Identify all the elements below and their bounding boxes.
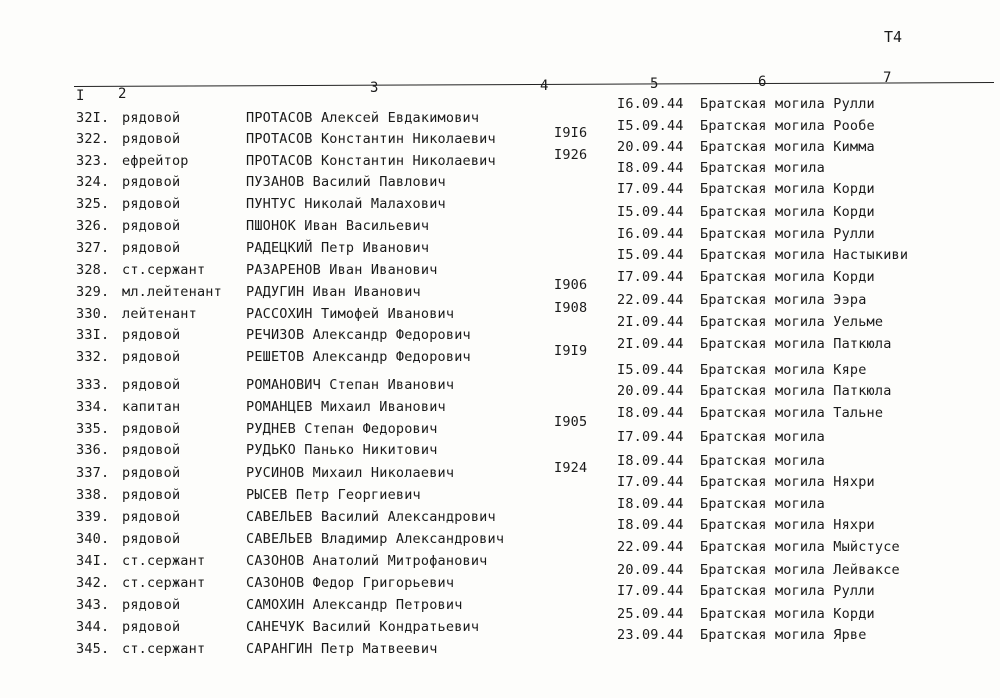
military-rank: лейтенант: [122, 306, 197, 322]
entry-number: 335.: [76, 421, 110, 437]
military-rank: рядовой: [122, 327, 181, 343]
entry-number: 337.: [76, 465, 110, 481]
entry-number: 327.: [76, 240, 110, 256]
death-date: I8.09.44: [617, 496, 684, 512]
full-name: РАДЕЦКИЙ Петр Иванович: [246, 240, 430, 256]
burial-place: Братская могила Паткюла: [700, 383, 892, 399]
full-name: РУСИНОВ Михаил Николаевич: [246, 465, 455, 481]
full-name: РОМАНОВИЧ Степан Иванович: [246, 377, 455, 393]
military-rank: ст.сержант: [122, 575, 206, 591]
death-date: 20.09.44: [617, 562, 684, 578]
full-name: РАДУГИН Иван Иванович: [246, 284, 421, 300]
burial-place: Братская могила Няхри: [700, 517, 875, 533]
full-name: ПШОНОК Иван Васильевич: [246, 218, 430, 234]
military-rank: ефрейтор: [122, 153, 189, 169]
military-rank: рядовой: [122, 509, 181, 525]
full-name: САНЕЧУК Василий Кондратьевич: [246, 619, 480, 635]
burial-place: Братская могила Рообе: [700, 118, 875, 134]
birth-year: I906: [554, 277, 588, 293]
military-rank: рядовой: [122, 349, 181, 365]
entry-number: 323.: [76, 153, 110, 169]
list-item: [0, 474, 1000, 507]
death-date: I8.09.44: [617, 517, 684, 533]
death-date: 22.09.44: [617, 292, 684, 308]
entry-number: 329.: [76, 284, 110, 300]
military-rank: рядовой: [122, 196, 181, 212]
full-name: РУДНЕВ Степан Федорович: [246, 421, 438, 437]
military-rank: рядовой: [122, 174, 181, 190]
death-date: I5.09.44: [617, 247, 684, 263]
full-name: РУДЬКО Панько Никитович: [246, 442, 438, 458]
full-name: ПРОТАСОВ Константин Николаевич: [246, 131, 496, 147]
entry-number: 332.: [76, 349, 110, 365]
full-name: САМОХИН Александр Петрович: [246, 597, 463, 613]
burial-place: Братская могила Рулли: [700, 226, 875, 242]
burial-place: Братская могила Корди: [700, 606, 875, 622]
military-rank: рядовой: [122, 110, 181, 126]
burial-place: Братская могила Корди: [700, 269, 875, 285]
death-date: I7.09.44: [617, 269, 684, 285]
burial-place: Братская могила Рулли: [700, 96, 875, 112]
death-date: 23.09.44: [617, 627, 684, 643]
death-date: 22.09.44: [617, 539, 684, 555]
entry-number: 336.: [76, 442, 110, 458]
birth-year: I905: [554, 414, 588, 430]
burial-place: Братская могила: [700, 160, 825, 176]
birth-year: I9I6: [554, 125, 588, 141]
military-rank: рядовой: [122, 465, 181, 481]
full-name: РЕШЕТОВ Александр Федорович: [246, 349, 471, 365]
burial-place: Братская могила: [700, 453, 825, 469]
birth-year: I924: [554, 460, 588, 476]
military-rank: рядовой: [122, 442, 181, 458]
death-date: I8.09.44: [617, 453, 684, 469]
burial-place: Братская могила: [700, 429, 825, 445]
full-name: ПУЗАНОВ Василий Павлович: [246, 174, 446, 190]
burial-place: Братская могила Ээра: [700, 292, 867, 308]
military-rank: рядовой: [122, 218, 181, 234]
burial-place: Братская могила Корди: [700, 204, 875, 220]
entry-number: 322.: [76, 131, 110, 147]
death-date: 25.09.44: [617, 606, 684, 622]
entry-number: 33I.: [76, 327, 110, 343]
burial-place: Братская могила Ярве: [700, 627, 867, 643]
column-header-2: 2: [118, 86, 127, 102]
military-rank: рядовой: [122, 421, 181, 437]
military-rank: капитан: [122, 399, 181, 415]
full-name: САЗОНОВ Федор Григорьевич: [246, 575, 455, 591]
death-date: 20.09.44: [617, 383, 684, 399]
military-rank: мл.лейтенант: [122, 284, 222, 300]
entry-number: 334.: [76, 399, 110, 415]
death-date: I7.09.44: [617, 181, 684, 197]
burial-place: Братская могила Мыйстусе: [700, 539, 900, 555]
page-number: Т4: [884, 28, 903, 46]
full-name: ПРОТАСОВ Константин Николаевич: [246, 153, 496, 169]
full-name: ПРОТАСОВ Алексей Евдакимович: [246, 110, 480, 126]
death-date: I5.09.44: [617, 118, 684, 134]
column-header-4: 4: [540, 78, 549, 94]
entry-number: 338.: [76, 487, 110, 503]
entry-number: 342.: [76, 575, 110, 591]
military-rank: ст.сержант: [122, 553, 206, 569]
column-header-7: 7: [883, 70, 892, 86]
full-name: САЗОНОВ Анатолий Митрофанович: [246, 553, 488, 569]
full-name: РЕЧИЗОВ Александр Федорович: [246, 327, 471, 343]
entry-number: 326.: [76, 218, 110, 234]
full-name: РОМАНЦЕВ Михаил Иванович: [246, 399, 446, 415]
burial-place: Братская могила Уельме: [700, 314, 884, 330]
burial-place: Братская могила Лейваксе: [700, 562, 900, 578]
column-header-5: 5: [650, 76, 659, 92]
entry-number: 340.: [76, 531, 110, 547]
entry-number: 324.: [76, 174, 110, 190]
military-rank: рядовой: [122, 531, 181, 547]
burial-place: Братская могила Няхри: [700, 474, 875, 490]
entry-number: 328.: [76, 262, 110, 278]
full-name: РАЗАРЕНОВ Иван Иванович: [246, 262, 438, 278]
birth-year: I9I9: [554, 343, 588, 359]
birth-year: I908: [554, 300, 588, 316]
burial-place: Братская могила Кяре: [700, 362, 867, 378]
burial-place: Братская могила Настыкиви: [700, 247, 909, 263]
entry-number: 330.: [76, 306, 110, 322]
full-name: САВЕЛЬЕВ Василий Александрович: [246, 509, 496, 525]
death-date: I7.09.44: [617, 429, 684, 445]
military-rank: рядовой: [122, 597, 181, 613]
column-header-3: 3: [370, 80, 379, 96]
full-name: ПУНТУС Николай Малахович: [246, 196, 446, 212]
entry-number: 339.: [76, 509, 110, 525]
military-rank: ст.сержант: [122, 262, 206, 278]
entry-number: 343.: [76, 597, 110, 613]
death-date: I6.09.44: [617, 226, 684, 242]
military-rank: рядовой: [122, 487, 181, 503]
death-date: 2I.09.44: [617, 336, 684, 352]
military-rank: ст.сержант: [122, 641, 206, 657]
burial-place: Братская могила Тальне: [700, 405, 884, 421]
military-rank: рядовой: [122, 619, 181, 635]
death-date: 2I.09.44: [617, 314, 684, 330]
full-name: РАССОХИН Тимофей Иванович: [246, 306, 455, 322]
entry-number: 344.: [76, 619, 110, 635]
military-rank: рядовой: [122, 240, 181, 256]
full-name: САВЕЛЬЕВ Владимир Александрович: [246, 531, 505, 547]
burial-place: Братская могила Рулли: [700, 583, 875, 599]
burial-place: Братская могила Кимма: [700, 139, 875, 155]
death-date: 20.09.44: [617, 139, 684, 155]
military-rank: рядовой: [122, 131, 181, 147]
death-date: I5.09.44: [617, 362, 684, 378]
military-rank: рядовой: [122, 377, 181, 393]
birth-year: I926: [554, 147, 588, 163]
full-name: САРАНГИН Петр Матвеевич: [246, 641, 438, 657]
burial-place: Братская могила Паткюла: [700, 336, 892, 352]
death-date: I7.09.44: [617, 583, 684, 599]
burial-place: Братская могила: [700, 496, 825, 512]
death-date: I8.09.44: [617, 160, 684, 176]
column-header-6: 6: [758, 74, 767, 90]
burial-place: Братская могила Корди: [700, 181, 875, 197]
entry-number: 34I.: [76, 553, 110, 569]
full-name: РЫСЕВ Петр Георгиевич: [246, 487, 421, 503]
death-date: I8.09.44: [617, 405, 684, 421]
entry-number: 32I.: [76, 110, 110, 126]
entry-number: 325.: [76, 196, 110, 212]
death-date: I7.09.44: [617, 474, 684, 490]
entry-number: 333.: [76, 377, 110, 393]
column-header-1: I: [76, 88, 85, 104]
death-date: I6.09.44: [617, 96, 684, 112]
entry-number: 345.: [76, 641, 110, 657]
death-date: I5.09.44: [617, 204, 684, 220]
